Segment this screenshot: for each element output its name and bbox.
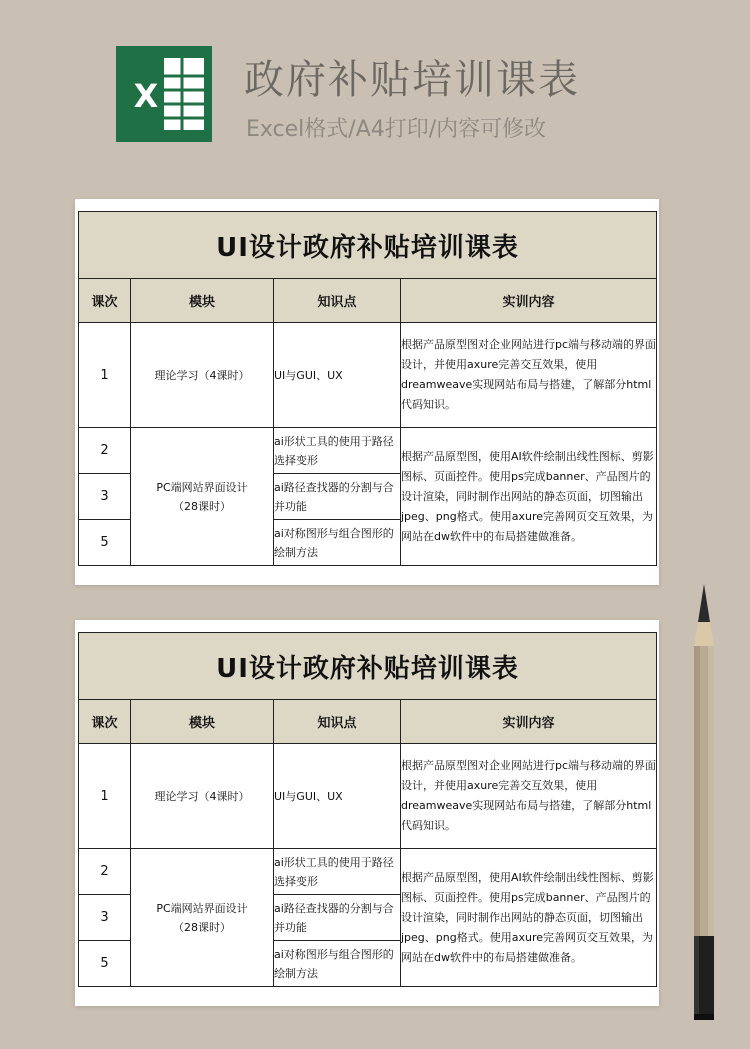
module-cell: 理论学习（4课时） (131, 744, 274, 849)
table-row (79, 323, 657, 428)
module-cell (131, 849, 274, 987)
header-module: 模块 (131, 700, 274, 744)
table-row (79, 744, 657, 849)
header-lesson: 课次 (79, 279, 131, 323)
table-title: UI设计政府补贴培训课表 (79, 633, 657, 700)
header-knowledge: 知识点 (274, 700, 401, 744)
sheet-preview (75, 620, 659, 1006)
lesson-number: 3 (79, 474, 131, 520)
header-row (79, 279, 657, 323)
svg-text:X: X (133, 77, 159, 115)
knowledge-cell: ai形状工具的使用于路径选择变形 (274, 428, 401, 474)
module-line: （28课时） (173, 499, 231, 513)
header-module: 模块 (131, 279, 274, 323)
knowledge-cell: UI与GUI、UX (274, 744, 401, 849)
content-cell: 根据产品原型图对企业网站进行pc端与移动端的界面设计，并使用axure完善交互效果，使用dreamweave实现网站布局与搭建，了解部分html代码知识。 (401, 323, 657, 428)
header-content: 实训内容 (401, 279, 657, 323)
lesson-number: 5 (79, 520, 131, 566)
schedule-table (78, 211, 657, 566)
lesson-number: 3 (79, 895, 131, 941)
module-line: PC端网站界面设计 (156, 480, 248, 494)
pencil-icon (684, 584, 724, 1034)
knowledge-cell: ai对称图形与组合图形的绘制方法 (274, 520, 401, 566)
content-cell: 根据产品原型图，使用AI软件绘制出线性图标、剪影图标、页面控件。使用ps完成banner、产品图片的设计渲染，同时制作出网站的静态页面，切图输出jpeg、png格式。使用axure完善网页交互效果，为网站在dw软件中的布局搭建做准备。 (401, 849, 657, 987)
knowledge-cell: ai路径查找器的分割与合并功能 (274, 895, 401, 941)
header-content: 实训内容 (401, 700, 657, 744)
table-row (79, 849, 657, 895)
module-line: PC端网站界面设计 (156, 901, 248, 915)
lesson-number: 2 (79, 849, 131, 895)
knowledge-cell: ai形状工具的使用于路径选择变形 (274, 849, 401, 895)
lesson-number: 1 (79, 323, 131, 428)
page-header (0, 0, 750, 170)
page-subtitle: Excel格式/A4打印/内容可修改 (246, 117, 547, 142)
header-row (79, 700, 657, 744)
content-cell: 根据产品原型图对企业网站进行pc端与移动端的界面设计，并使用axure完善交互效果，使用dreamweave实现网站布局与搭建，了解部分html代码知识。 (401, 744, 657, 849)
module-cell (131, 428, 274, 566)
excel-icon (116, 46, 212, 142)
lesson-number: 2 (79, 428, 131, 474)
sheet-preview (75, 199, 659, 585)
header-lesson: 课次 (79, 700, 131, 744)
module-cell: 理论学习（4课时） (131, 323, 274, 428)
schedule-table (78, 632, 657, 987)
table-row (79, 428, 657, 474)
knowledge-cell: UI与GUI、UX (274, 323, 401, 428)
header-knowledge: 知识点 (274, 279, 401, 323)
lesson-number: 5 (79, 941, 131, 987)
content-cell: 根据产品原型图，使用AI软件绘制出线性图标、剪影图标、页面控件。使用ps完成banner、产品图片的设计渲染，同时制作出网站的静态页面，切图输出jpeg、png格式。使用axure完善网页交互效果，为网站在dw软件中的布局搭建做准备。 (401, 428, 657, 566)
table-title: UI设计政府补贴培训课表 (79, 212, 657, 279)
lesson-number: 1 (79, 744, 131, 849)
knowledge-cell: ai路径查找器的分割与合并功能 (274, 474, 401, 520)
module-line: （28课时） (173, 920, 231, 934)
knowledge-cell: ai对称图形与组合图形的绘制方法 (274, 941, 401, 987)
page-title: 政府补贴培训课表 (244, 57, 580, 103)
